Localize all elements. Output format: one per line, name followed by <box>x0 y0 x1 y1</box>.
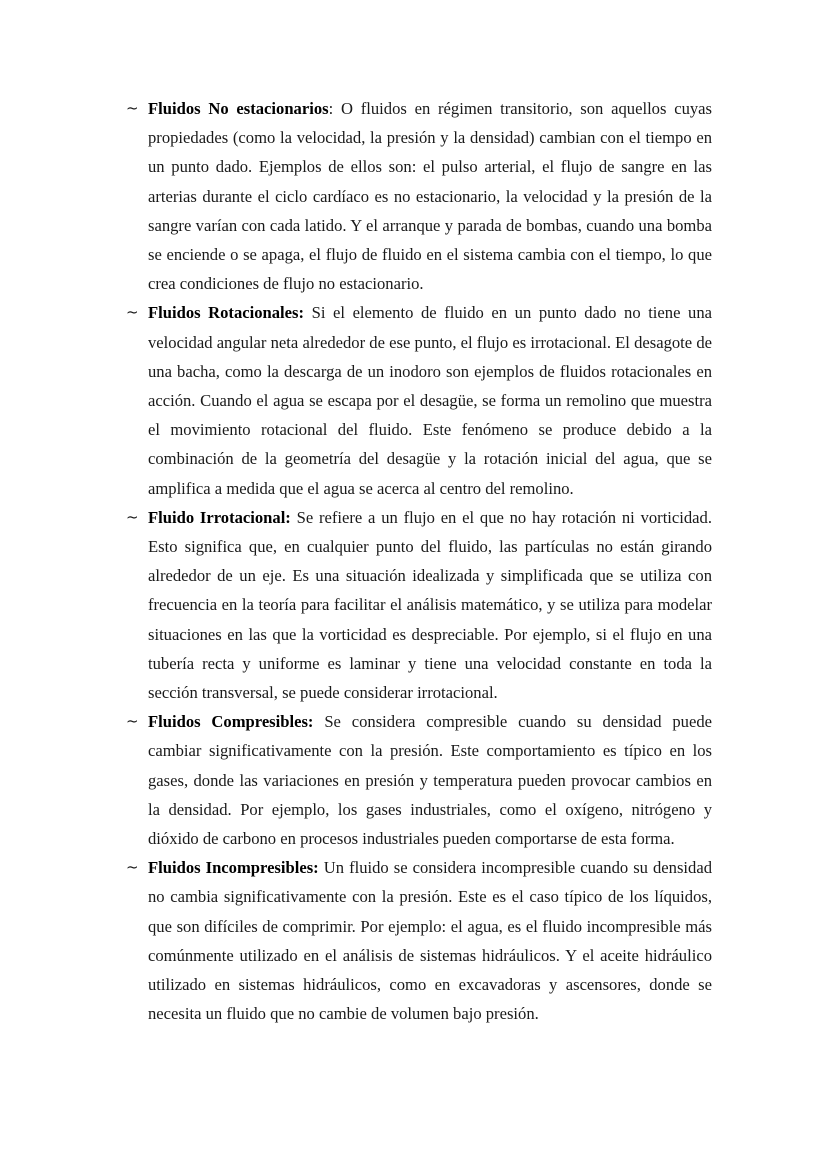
term-separator <box>304 303 312 322</box>
list-item-fluidos-rotacionales <box>120 298 712 502</box>
fluid-types-list <box>120 94 712 1029</box>
item-description: Un fluido se considera incompresible cuando su densidad no cambia significativamente con la presión. Este es el caso típico de los líquidos, que son difíciles de comprimir. Por ejemplo: el agua, es el fluido incompresible más comúnmente utilizado en el análisis de sistemas hidráulicos. Y el aceite hidráulico utilizado en sistemas hidráulicos, como en excavadoras y ascensores, donde se necesita un fluido que no cambie de volumen bajo presión. <box>148 858 712 1024</box>
tilde-bullet-icon: ~ <box>126 507 139 526</box>
tilde-bullet-icon: ~ <box>126 712 139 731</box>
tilde-bullet-icon: ~ <box>126 303 139 322</box>
term-label: Fluidos Incompresibles: <box>148 858 319 878</box>
list-item-fluidos-no-estacionarios <box>120 94 712 298</box>
term-label: Fluidos Compresibles: <box>148 712 314 732</box>
term-label: Fluidos No estacionarios <box>148 99 329 118</box>
list-item-fluido-irrotacional <box>120 503 712 707</box>
item-description: Se considera compresible cuando su densidad puede cambiar significativamente con la presión. Este comportamiento es típico en los gases, donde las variaciones en presión y temperatura pueden provocar cambios en la densidad. Por ejemplo, los gases industriales, como el oxígeno, nitrógeno y dióxido de carbono en procesos industriales pueden comportarse de esta forma. <box>148 712 712 849</box>
tilde-bullet-icon: ~ <box>126 99 139 117</box>
term-separator <box>313 712 324 731</box>
list-item-fluidos-incompresibles <box>120 853 712 1028</box>
item-description: Se refiere a un flujo en el que no hay rotación ni vorticidad. Esto significa que, en cualquier punto del fluido, las partículas no están girando alrededor de un eje. Es una situación idealizada y simplificada que se utiliza con frecuencia en la teoría para facilitar el análisis matemático, y se utiliza para modelar situaciones en las que la vorticidad es despreciable. Por ejemplo, si el flujo en una tubería recta y uniforme es laminar y tiene una velocidad constante en toda la sección transversal, se puede considerar irrotacional. <box>148 507 712 703</box>
term-separator: : <box>328 99 341 118</box>
term-label: Fluido Irrotacional: <box>148 507 291 527</box>
list-item-fluidos-compresibles <box>120 707 712 853</box>
item-description: O fluidos en régimen transitorio, son aquellos cuyas propiedades (como la velocidad, la presión y la densidad) cambian con el tiempo en un punto dado. Ejemplos de ellos son: el pulso arterial, el flujo de sangre en las arterias durante el ciclo cardíaco es no estacionario, la velocidad y la presión de la sangre varían con cada latido. Y el arranque y parada de bombas, cuando una bomba se enciende o se apaga, el flujo de fluido en el sistema cambia con el tiempo, lo que crea condiciones de flujo no estacionario. <box>148 99 712 294</box>
item-description: Si el elemento de fluido en un punto dado no tiene una velocidad angular neta alrededor de ese punto, el flujo es irrotacional. El desagote de una bacha, como la descarga de un inodoro son ejemplos de fluidos rotacionales en acción. Cuando el agua se escapa por el desagüe, se forma un remolino que muestra el movimiento rotacional del fluido. Este fenómeno se produce debido a la combinación de la geometría del desagüe y la rotación inicial del agua, que se amplifica a medida que el agua se acerca al centro del remolino. <box>148 303 712 498</box>
tilde-bullet-icon: ~ <box>126 858 139 877</box>
term-label: Fluidos Rotacionales: <box>148 303 305 323</box>
